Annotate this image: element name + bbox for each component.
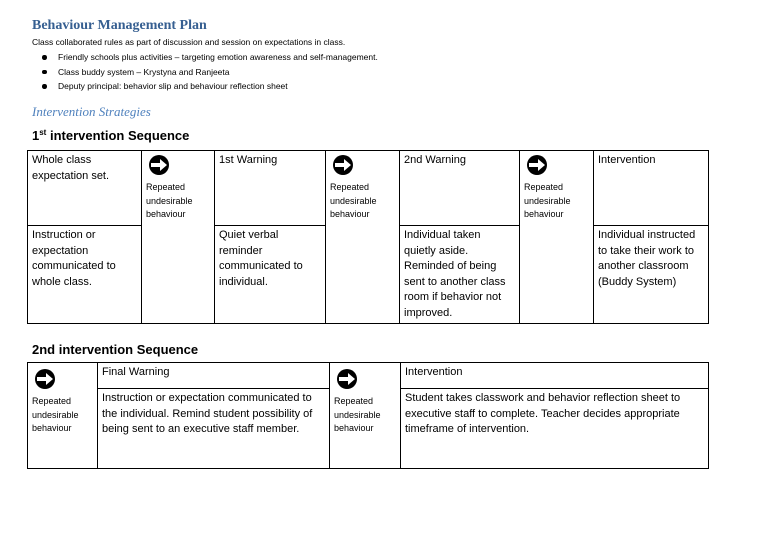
bullet-list [32, 50, 378, 94]
arrow-label: Repeated undesirable behaviour [146, 182, 193, 219]
sequence1-table [27, 150, 709, 324]
sequence2-table [27, 362, 709, 469]
sequence1-title-rest: intervention Sequence [46, 128, 190, 143]
section-subheading: Intervention Strategies [32, 104, 151, 119]
circle-arrow-right-icon [332, 154, 354, 176]
bullet-text: Friendly schools plus activities – targeting emotion awareness and self-management. [58, 52, 378, 62]
seq1-instruction-cell: Instruction or expectation communicated to whole class. [28, 226, 142, 324]
seq1-intervention-body: Individual instructed to take their work to another classroom (Buddy System) [594, 226, 709, 324]
seq2-intervention-head: Intervention [401, 363, 709, 389]
seq1-arrow-cell-2 [326, 151, 400, 324]
intro-text: Class collaborated rules as part of discussion and session on expectations in class. [32, 37, 346, 47]
seq1-first-warning-body: Quiet verbal reminder communicated to individual. [215, 226, 326, 324]
bullet-text: Deputy principal: behavior slip and behaviour reflection sheet [58, 81, 288, 91]
seq1-first-warning-head: 1st Warning [215, 151, 326, 226]
seq2-final-warning-body: Instruction or expectation communicated to the individual. Remind student possibility of being sent to an executive staff member. [98, 389, 330, 469]
circle-arrow-right-icon [336, 368, 358, 390]
circle-arrow-right-icon [148, 154, 170, 176]
bullet-icon [42, 84, 47, 89]
circle-arrow-right-icon [526, 154, 548, 176]
seq1-second-warning-head: 2nd Warning [400, 151, 520, 226]
sequence1-title-sup: st [39, 128, 47, 137]
seq1-arrow-cell-3 [520, 151, 594, 324]
arrow-label: Repeated undesirable behaviour [330, 182, 377, 219]
seq1-arrow-cell-1 [142, 151, 215, 324]
seq2-arrow-cell-1 [28, 363, 98, 469]
bullet-icon [42, 70, 47, 75]
seq1-whole-class-cell: Whole class expectation set. [28, 151, 142, 226]
arrow-label: Repeated undesirable behaviour [32, 396, 79, 433]
sequence2-title: 2nd intervention Sequence [32, 342, 199, 357]
bullet-text: Class buddy system – Krystyna and Ranjeeta [58, 66, 230, 77]
seq2-arrow-cell-2 [330, 363, 401, 469]
seq2-final-warning-head: Final Warning [98, 363, 330, 389]
seq1-second-warning-body: Individual taken quietly aside. Reminded of being sent to another class room if behavior not improved. [400, 226, 520, 324]
document-title: Behaviour Management Plan [32, 18, 207, 33]
circle-arrow-right-icon [34, 368, 56, 390]
arrow-label: Repeated undesirable behaviour [334, 396, 381, 433]
list-item [32, 79, 378, 94]
seq1-intervention-head: Intervention [594, 151, 709, 226]
arrow-label: Repeated undesirable behaviour [524, 182, 571, 219]
seq2-intervention-body: Student takes classwork and behavior reflection sheet to executive staff to complete. Teacher decides appropriate timeframe of intervention. [401, 389, 709, 469]
sequence1-title [32, 128, 189, 143]
bullet-icon [42, 55, 47, 60]
list-item [32, 50, 378, 65]
list-item [32, 65, 378, 80]
sequence1-title-num: 1 [32, 128, 40, 143]
